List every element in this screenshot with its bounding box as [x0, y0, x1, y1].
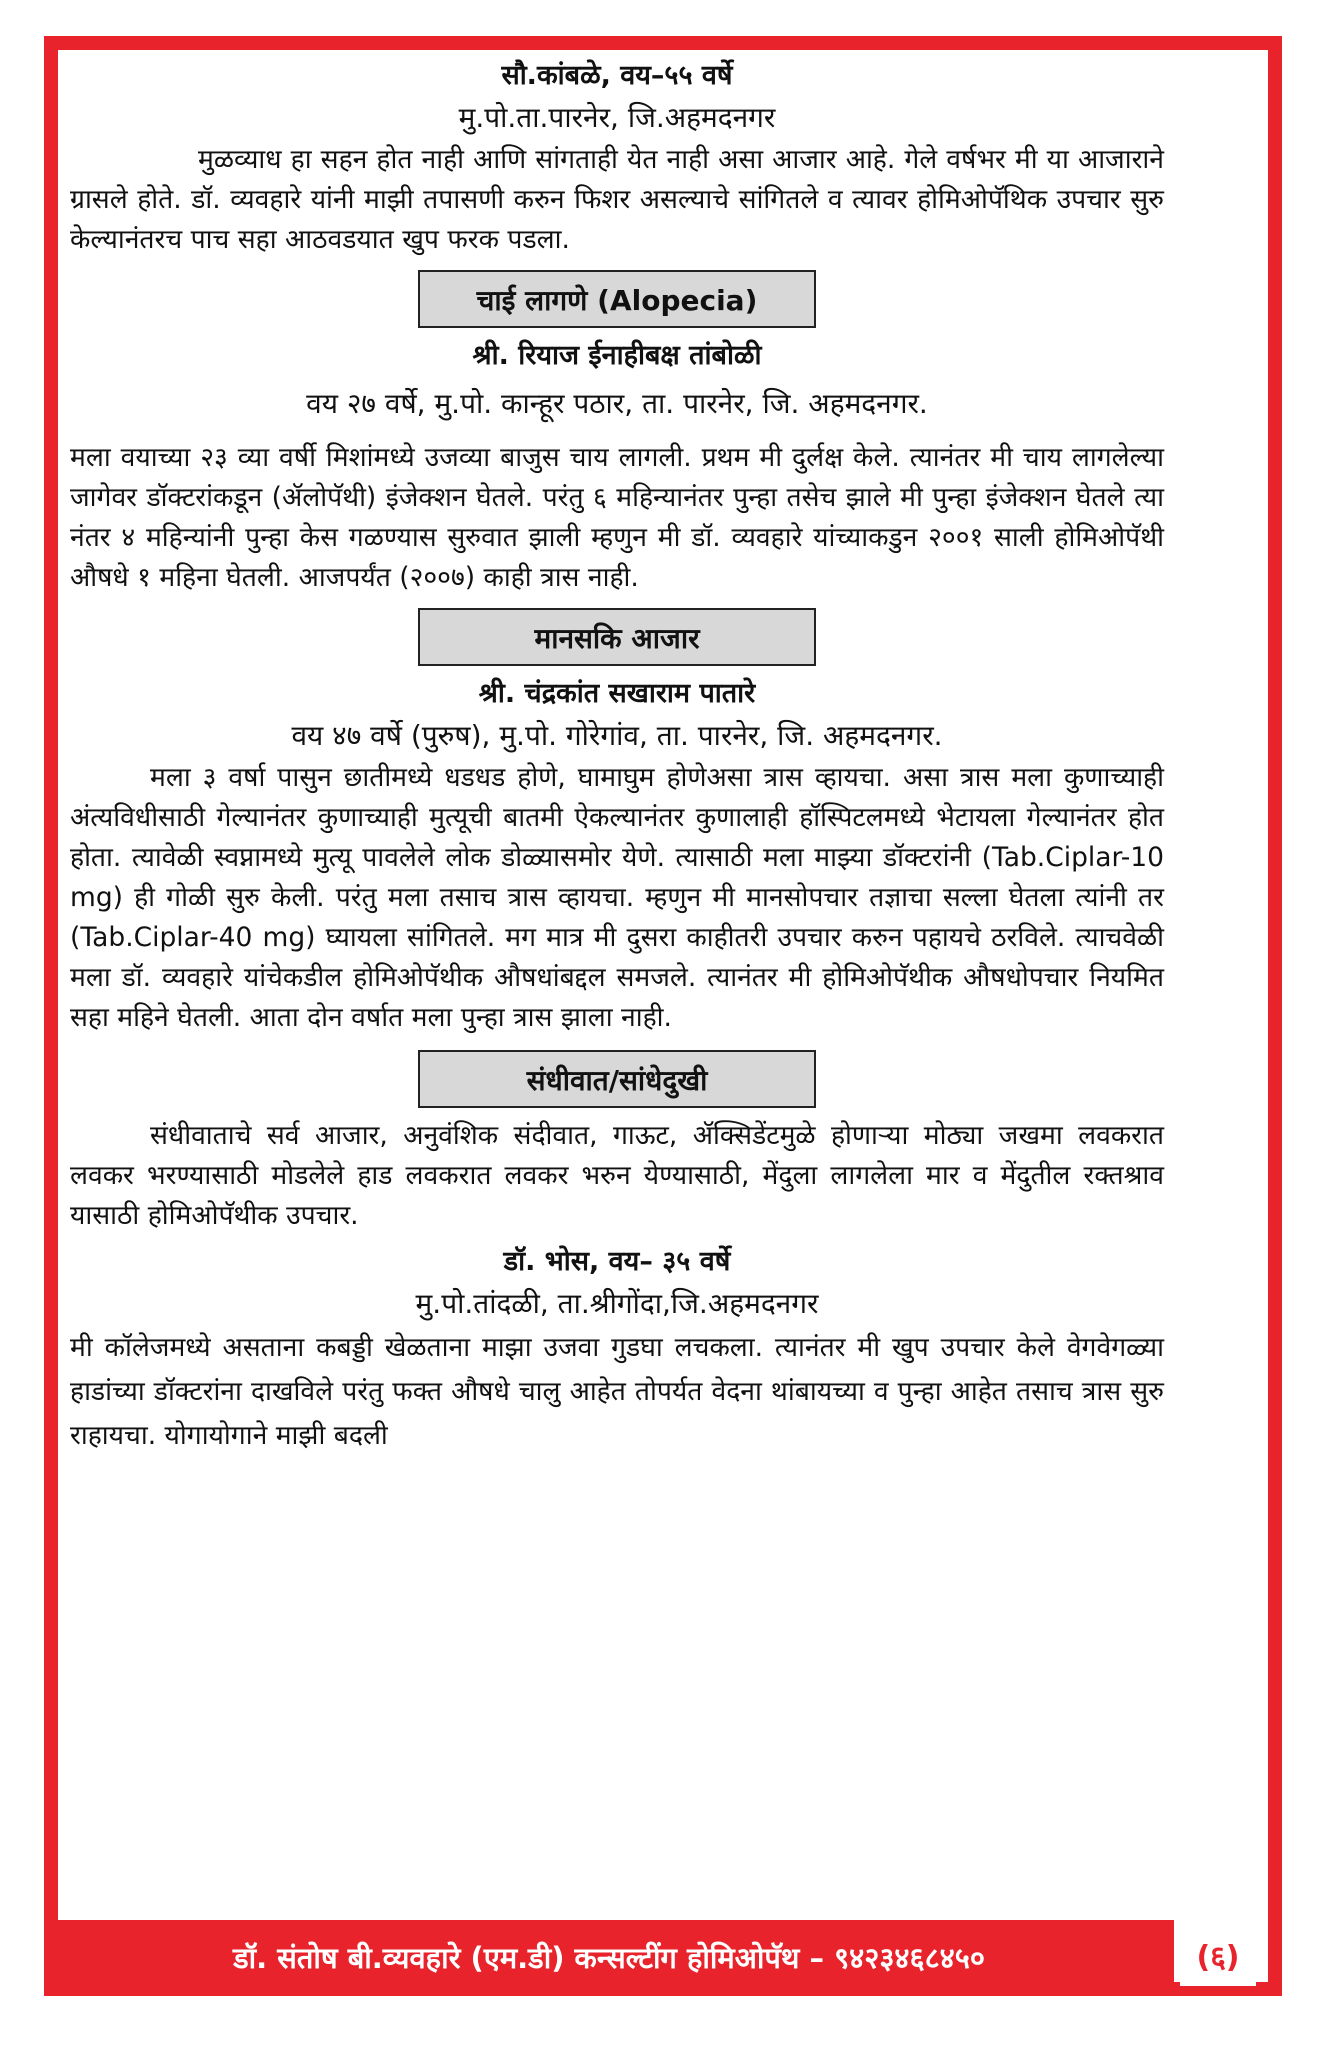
- case1-name: सौ.कांबळे, वय–५५ वर्षे: [501, 60, 733, 91]
- footer-banner: डॉ. संतोष बी.व्यवहारे (एम.डी) कन्सल्टींग होमिओपॅथ – ९४२३४६८४५०: [44, 1920, 1174, 1996]
- arthritis-heading-wrap: [70, 1050, 1164, 1108]
- mental-heading-wrap: [70, 608, 1164, 666]
- page-number: (६): [1180, 1930, 1256, 1986]
- arthritis-intro-text: संधीवाताचे सर्व आजार, अनुवंशिक संदीवात, गाऊट, ॲक्सिडेंटमुळे होणाऱ्या मोठ्या जखमा लवकरात लवकर भरण्यासाठी मोडलेले हाड लवकरात लवकर भरुन येण्यासाठी, मेंदुला लागलेला मार व मेंदुतील रक्तश्राव यासाठी होमिओपॅथीक उपचार.: [70, 1120, 1164, 1231]
- case1-address: मु.पो.ता.पारनेर, जि.अहमदनगर: [458, 101, 776, 134]
- arthritis-patient-address: मु.पो.तांदळी, ता.श्रीगोंदा,जि.अहमदनगर: [415, 1287, 819, 1320]
- arthritis-patient-name: डॉ. भोस, वय– ३५ वर्षे: [503, 1246, 731, 1277]
- alopecia-section-title: चाई लागणे (Alopecia): [418, 270, 816, 328]
- mental-patient-name: श्री. चंद्रकांत सखाराम पातारे: [478, 678, 756, 709]
- page-content: [70, 56, 1164, 1458]
- arthritis-section-title: संधीवात/सांधेदुखी: [418, 1050, 816, 1108]
- case1-text: मुळव्याध हा सहन होत नाही आणि सांगताही येत नाही असा आजार आहे. गेले वर्षभर मी या आजाराने ग्रासले होते. डॉ. व्यवहारे यांनी माझी तपासणी करुन फिशर असल्याचे सांगितले व त्यावर होमिओपॅथिक उपचार सुरु केल्यानंतरच पाच सहा आठवडयात खुप फरक पडला.: [70, 144, 1164, 255]
- alopecia-patient-address: वय २७ वर्षे, मु.पो. कान्हूर पठार, ता. पारनेर, जि. अहमदनगर.: [306, 387, 928, 420]
- alopecia-heading-wrap: [70, 270, 1164, 328]
- mental-case-text: मला ३ वर्षा पासुन छातीमध्ये धडधड होणे, घामाघुम होणेअसा त्रास व्हायचा. असा त्रास मला कुणाच्याही अंत्यविधीसाठी गेल्यानंतर कुणाच्याही मुत्यूची बातमी ऐकल्यानंतर कुणालाही हॉस्पिटलमध्ये भेटायला गेल्यानंतर होत होता. त्यावेळी स्वप्नामध्ये मुत्यू पावलेले लोक डोळ्यासमोर येणे. त्यासाठी मला माझ्या डॉक्टरांनी (Tab.Ciplar-10 mg) ही गोळी सुरु केली. परंतु मला तसाच त्रास व्हायचा. म्हणुन मी मानसोपचार तज्ञाचा सल्ला घेतला त्यांनी तर (Tab.Ciplar-40 mg) घ्यायला सांगितले. मग मात्र मी दुसरा काहीतरी उपचार करुन पहायचे ठरविले. त्याचवेळी मला डॉ. व्यवहारे यांचेकडील होमिओपॅथीक औषधांबद्दल समजले. त्यानंतर मी होमिओपॅथीक औषधोपचार नियमित सहा महिने घेतली. आता दोन वर्षात मला पुन्हा त्रास झाला नाही.: [70, 762, 1164, 1033]
- alopecia-case-text: मला वयाच्या २३ व्या वर्षी मिशांमध्ये उजव्या बाजुस चाय लागली. प्रथम मी दुर्लक्ष केले. त्यानंतर मी चाय लागलेल्या जागेवर डॉक्टरांकडून (ॲलोपॅथी) इंजेक्शन घेतले. परंतु ६ महिन्यानंतर पुन्हा तसेच झाले मी पुन्हा इंजेक्शन घेतले त्या नंतर ४ महिन्यांनी पुन्हा केस गळण्यास सुरुवात झाली म्हणुन मी डॉ. व्यवहारे यांच्याकडुन २००१ साली होमिओपॅथी औषधे १ महिना घेतली. आजपर्यंत (२००७) काही त्रास नाही.: [70, 442, 1164, 593]
- mental-section-title: मानसकि आजार: [418, 608, 816, 666]
- arthritis-case-text: मी कॉलेजमध्ये असताना कबड्डी खेळताना माझा उजवा गुडघा लचकला. त्यानंतर मी खुप उपचार केले वेगवेगळ्या हाडांच्या डॉक्टरांना दाखविले परंतु फक्त औषधे चालु आहेत तोपर्यत वेदना थांबायच्या व पुन्हा आहेत तसाच त्रास सुरु राहायचा. योगायोगाने माझी बदली: [70, 1332, 1164, 1451]
- alopecia-patient-name: श्री. रियाज ईनाहीबक्ष तांबोळी: [472, 340, 762, 371]
- mental-patient-address: वय ४७ वर्षे (पुरुष), मु.पो. गोरेगांव, ता. पारनेर, जि. अहमदनगर.: [291, 719, 943, 752]
